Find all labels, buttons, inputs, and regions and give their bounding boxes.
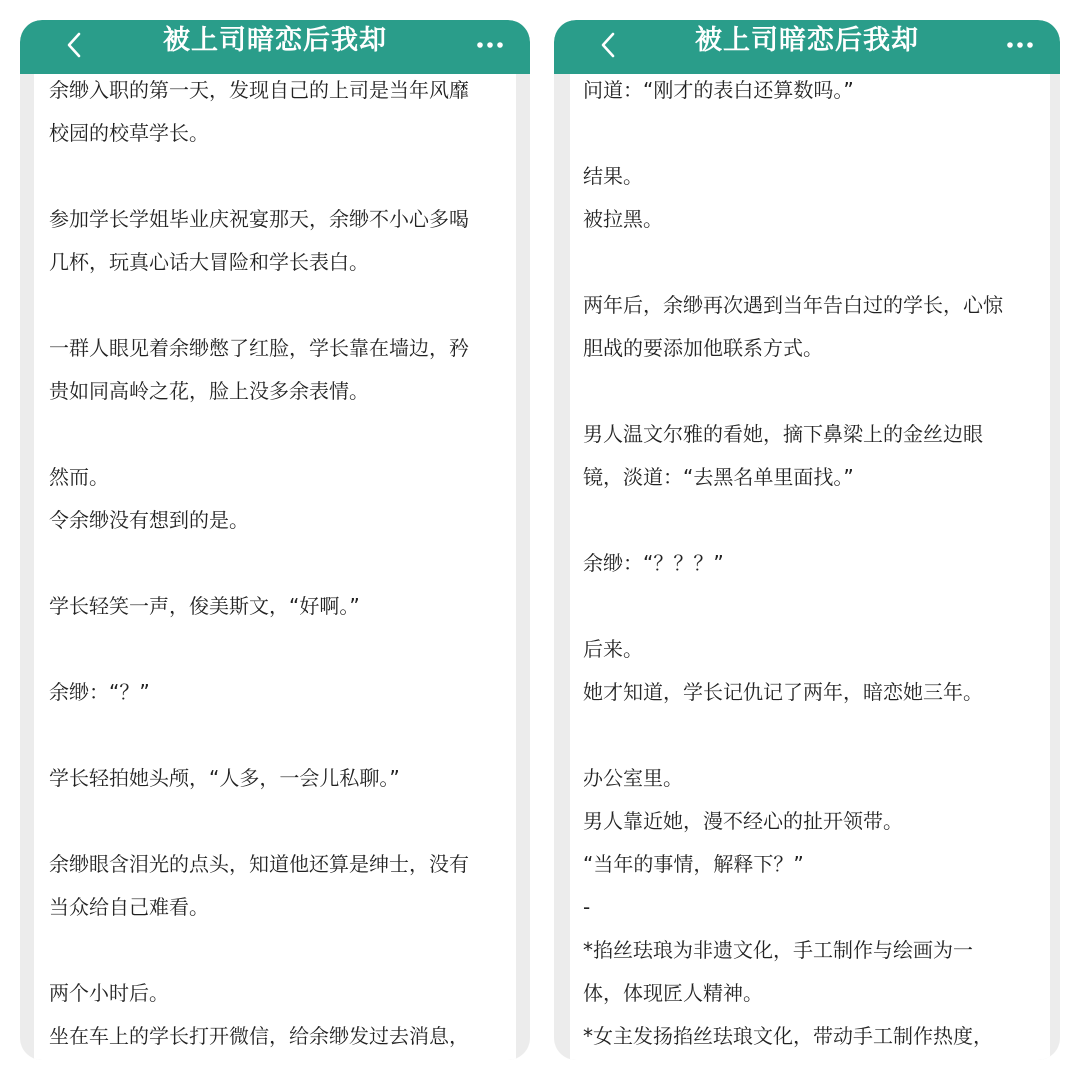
text-line: 贵如同高岭之花，脸上没多余表情。 <box>49 379 369 403</box>
blank-line <box>49 929 504 972</box>
right-phone-screen <box>554 20 1060 1060</box>
reading-content[interactable] <box>34 74 516 1060</box>
blank-line <box>49 413 504 456</box>
text-line: 两年后，余缈再次遇到当年告白过的学长，心惊 <box>583 293 1003 317</box>
text-line: *女主发扬掐丝珐琅文化，带动手工制作热度， <box>583 1024 993 1048</box>
more-horizontal-icon <box>1006 39 1034 51</box>
text-line: 余缈眼含泪光的点头，知道他还算是绅士，没有 <box>49 852 469 876</box>
blank-line <box>583 241 1040 284</box>
text-line: 余缈：“？？？” <box>583 551 724 575</box>
more-button[interactable] <box>476 36 504 48</box>
text-line: 学长轻笑一声，俊美斯文，“好啊。” <box>49 594 360 618</box>
blank-line <box>583 370 1040 413</box>
text-line: 她才知道，学长记仇记了两年，暗恋她三年。 <box>583 680 983 704</box>
blank-line <box>49 155 504 198</box>
top-app-bar <box>554 20 1060 74</box>
blank-line <box>49 800 504 843</box>
text-line: 问道：“刚才的表白还算数吗。” <box>583 78 854 102</box>
text-line: 男人温文尔雅的看她，摘下鼻梁上的金丝边眼 <box>583 422 983 446</box>
left-phone-screen <box>20 20 530 1060</box>
top-app-bar <box>20 20 530 74</box>
text-line: 余缈：“？” <box>49 680 150 704</box>
text-line: 镜，淡道：“去黑名单里面找。” <box>583 465 854 489</box>
text-line: 几杯，玩真心话大冒险和学长表白。 <box>49 250 369 274</box>
text-line: 坐在车上的学长打开微信，给余缈发过去消息， <box>49 1024 469 1048</box>
text-line: 胆战的要添加他联系方式。 <box>583 336 823 360</box>
blank-line <box>583 112 1040 155</box>
page-title: 被上司暗恋后我却 <box>695 25 919 56</box>
article-text <box>34 74 516 1058</box>
text-line: *掐丝珐琅为非遗文化，手工制作与绘画为一 <box>583 938 973 962</box>
blank-line <box>49 714 504 757</box>
text-line: 办公室里。 <box>583 766 683 790</box>
page-title: 被上司暗恋后我却 <box>163 25 387 56</box>
text-line: 令余缈没有想到的是。 <box>49 508 249 532</box>
text-line: 参加学长学姐毕业庆祝宴那天，余缈不小心多喝 <box>49 207 469 231</box>
text-line: 男人靠近她，漫不经心的扯开领带。 <box>583 809 903 833</box>
blank-line <box>583 499 1040 542</box>
blank-line <box>49 542 504 585</box>
text-line: 两个小时后。 <box>49 981 169 1005</box>
text-line: 被拉黑。 <box>583 207 663 231</box>
blank-line <box>49 284 504 327</box>
text-line: “当年的事情，解释下？” <box>583 852 804 876</box>
text-line: - <box>583 895 591 919</box>
article-text <box>570 74 1050 1058</box>
more-horizontal-icon <box>476 39 504 51</box>
text-line: 余缈入职的第一天，发现自己的上司是当年风靡 <box>49 78 469 102</box>
blank-line <box>583 585 1040 628</box>
text-line: 结果。 <box>583 164 643 188</box>
text-line: 学长轻拍她头颅，“人多，一会儿私聊。” <box>49 766 400 790</box>
blank-line <box>49 628 504 671</box>
text-line: 一群人眼见着余缈憋了红脸，学长靠在墙边，矜 <box>49 336 469 360</box>
text-line: 校园的校草学长。 <box>49 121 209 145</box>
blank-line <box>583 714 1040 757</box>
text-line: 体，体现匠人精神。 <box>583 981 763 1005</box>
more-button[interactable] <box>1006 36 1034 48</box>
reading-content[interactable] <box>570 74 1050 1060</box>
text-line: 当众给自己难看。 <box>49 895 209 919</box>
text-line: 然而。 <box>49 465 109 489</box>
text-line: 后来。 <box>583 637 643 661</box>
